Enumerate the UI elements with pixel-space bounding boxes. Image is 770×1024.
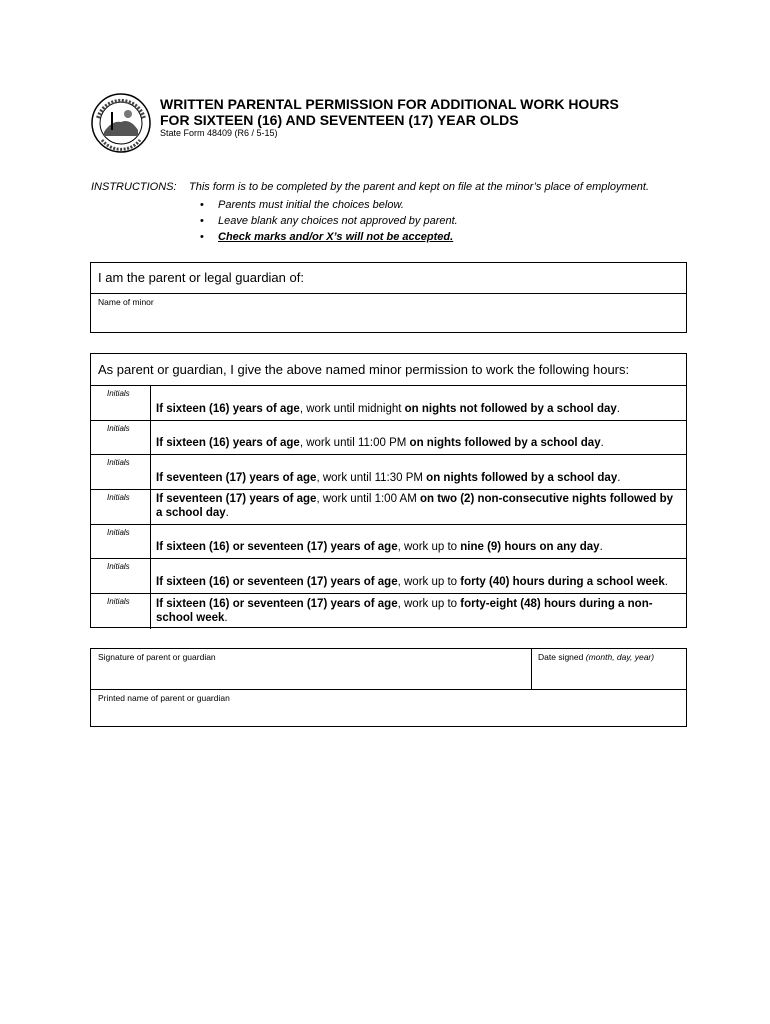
permission-heading: As parent or guardian, I give the above named minor permission to work the following hours: <box>91 354 686 386</box>
permission-text-part: , work until 1:00 AM <box>316 492 420 505</box>
bullet-icon: • <box>200 231 204 243</box>
permission-text-part: , work up to <box>397 597 461 610</box>
permission-text-part: nine (9) hours on any day <box>460 541 600 554</box>
permission-text-part: forty-eight (48) hours during a non-school week <box>156 597 653 624</box>
minor-name-label: Name of minor <box>98 297 154 307</box>
permission-text-part: on nights followed by a school day <box>409 437 601 450</box>
permission-text-part: . <box>599 541 603 554</box>
permission-text-part: If seventeen (17) years of age <box>156 492 317 505</box>
bullet-text: Leave blank any choices not approved by parent. <box>218 215 458 227</box>
bullet-icon: • <box>200 199 204 211</box>
permission-text-part: If seventeen (17) years of age <box>156 472 317 485</box>
permission-text-part: If sixteen (16) or seventeen (17) years of age <box>156 597 398 610</box>
permission-text <box>151 594 686 629</box>
permission-text-part: , work until 11:30 PM <box>316 472 427 485</box>
permission-row <box>91 386 686 421</box>
permission-text <box>151 455 686 489</box>
permission-text-part: on nights not followed by a school day <box>404 402 617 415</box>
permission-row <box>91 490 686 525</box>
bullet-icon: • <box>200 215 204 227</box>
permission-text <box>151 525 686 559</box>
permission-text-part: . <box>224 611 228 624</box>
minor-name-field[interactable] <box>91 294 686 307</box>
initials-field[interactable]: Initials <box>91 386 151 420</box>
date-hint: (month, day, year) <box>585 652 655 662</box>
instructions-bullets <box>200 197 458 245</box>
permission-text-part: on two (2) non-consecutive nights followed by a school day <box>156 492 673 519</box>
signature-field[interactable] <box>91 649 532 689</box>
initials-field[interactable]: Initials <box>91 525 151 559</box>
date-signed-field[interactable] <box>532 649 686 689</box>
permission-text <box>151 421 686 455</box>
permission-row <box>91 455 686 490</box>
initials-field[interactable]: Initials <box>91 421 151 455</box>
instructions-label: INSTRUCTIONS: <box>91 181 177 193</box>
bullet-item <box>200 213 458 229</box>
permission-text-part: . <box>664 576 668 589</box>
instructions-text: This form is to be completed by the parent and kept on file at the minor’s place of employment. <box>189 181 650 193</box>
initials-field[interactable]: Initials <box>91 559 151 593</box>
printed-name-field[interactable] <box>91 690 686 703</box>
permission-row <box>91 525 686 560</box>
initials-field[interactable]: Initials <box>91 594 151 629</box>
permission-text-part: . <box>225 506 229 519</box>
permission-text-part: on nights followed by a school day <box>426 472 618 485</box>
permission-text-part: forty (40) hours during a school week <box>460 576 665 589</box>
permission-text-part: If sixteen (16) or seventeen (17) years of age <box>156 541 398 554</box>
guardian-section <box>90 262 687 333</box>
signature-label: Signature of parent or guardian <box>98 652 216 662</box>
bullet-item <box>200 197 458 213</box>
permission-text <box>151 559 686 593</box>
instructions <box>91 181 649 193</box>
form-title <box>160 96 619 128</box>
permission-text-part: If sixteen (16) years of age <box>156 437 300 450</box>
permission-row <box>91 421 686 456</box>
permission-text <box>151 490 686 524</box>
permission-text-part: If sixteen (16) or seventeen (17) years of age <box>156 576 398 589</box>
bullet-text: Parents must initial the choices below. <box>218 199 404 211</box>
bullet-text: Check marks and/or X’s will not be accepted. <box>218 231 454 243</box>
title-line-1: WRITTEN PARENTAL PERMISSION FOR ADDITIONAL WORK HOURS <box>160 96 619 112</box>
form-number: State Form 48409 (R6 / 5-15) <box>160 128 278 138</box>
signature-section <box>90 648 687 727</box>
initials-field[interactable]: Initials <box>91 455 151 489</box>
permission-text-part: , work until 11:00 PM <box>299 437 410 450</box>
date-label: Date signed <box>538 652 584 662</box>
guardian-heading: I am the parent or legal guardian of: <box>91 263 686 294</box>
permission-text-part: If sixteen (16) years of age <box>156 402 300 415</box>
permission-row <box>91 594 686 629</box>
permission-text-part: . <box>617 472 621 485</box>
printed-name-label: Printed name of parent or guardian <box>98 693 230 703</box>
permission-text-part: , work until midnight <box>299 402 405 415</box>
permission-section <box>90 353 687 628</box>
permission-row <box>91 559 686 594</box>
permission-text-part: . <box>600 437 604 450</box>
permission-text-part: , work up to <box>397 541 461 554</box>
permission-text <box>151 386 686 420</box>
bullet-item <box>200 229 458 245</box>
title-line-2: FOR SIXTEEN (16) AND SEVENTEEN (17) YEAR OLDS <box>160 112 519 128</box>
initials-field[interactable]: Initials <box>91 490 151 524</box>
permission-text-part: , work up to <box>397 576 461 589</box>
permission-text-part: . <box>616 402 620 415</box>
state-seal-icon <box>90 92 152 154</box>
